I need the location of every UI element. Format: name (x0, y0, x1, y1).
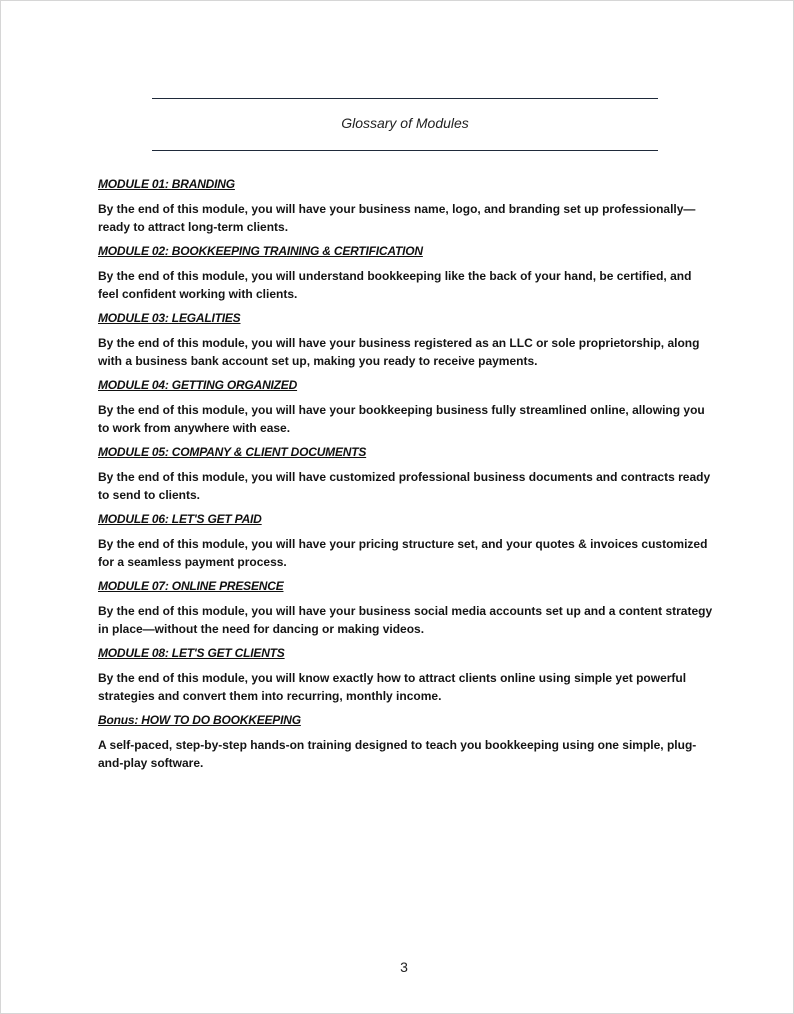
page-title: Glossary of Modules (341, 115, 469, 131)
module-heading: MODULE 02: BOOKKEEPING TRAINING & CERTIFICATION (98, 244, 423, 258)
module-list (98, 175, 713, 778)
bonus-heading: Bonus: HOW TO DO BOOKKEEPING (98, 713, 301, 727)
module-description: By the end of this module, you will have your bookkeeping business fully streamlined online, allowing you to work from anywhere with ease. (98, 403, 705, 435)
module-description: By the end of this module, you will have your business registered as an LLC or sole proprietorship, along with a business bank account set up, making you ready to receive payments. (98, 336, 700, 368)
module-description: By the end of this module, you will have customized professional business documents and contracts ready to send to clients. (98, 470, 711, 502)
module-item (98, 577, 713, 638)
module-heading: MODULE 08: LET'S GET CLIENTS (98, 646, 285, 660)
module-heading: MODULE 06: LET'S GET PAID (98, 512, 262, 526)
module-heading: MODULE 04: GETTING ORGANIZED (98, 378, 298, 392)
module-description: By the end of this module, you will know exactly how to attract clients online using simple yet powerful strategies and convert them into recurring, monthly income. (98, 671, 687, 703)
module-heading: MODULE 01: BRANDING (98, 177, 235, 191)
module-heading: MODULE 05: COMPANY & CLIENT DOCUMENTS (98, 445, 367, 459)
module-heading: MODULE 07: ONLINE PRESENCE (98, 579, 284, 593)
module-description: By the end of this module, you will have your pricing structure set, and your quotes & invoices customized for a seamless payment process. (98, 537, 708, 569)
module-item (98, 644, 713, 705)
title-top-rule (152, 98, 658, 99)
bonus-description: A self-paced, step-by-step hands-on training designed to teach you bookkeeping using one simple, plug-and-play software. (98, 738, 697, 770)
module-item (98, 309, 713, 370)
module-description: By the end of this module, you will have your business name, logo, and branding set up professionally—ready to attract long-term clients. (98, 202, 696, 234)
module-item (98, 443, 713, 504)
page-number: 3 (400, 959, 408, 975)
module-item (98, 376, 713, 437)
module-description: By the end of this module, you will understand bookkeeping like the back of your hand, be certified, and feel confident working with clients. (98, 269, 692, 301)
title-bottom-rule (152, 150, 658, 151)
module-heading: MODULE 03: LEGALITIES (98, 311, 241, 325)
module-item (98, 242, 713, 303)
module-item (98, 175, 713, 236)
module-description: By the end of this module, you will have your business social media accounts set up and a content strategy in place—without the need for dancing or making videos. (98, 604, 713, 636)
module-item (98, 510, 713, 571)
bonus-item (98, 711, 713, 772)
